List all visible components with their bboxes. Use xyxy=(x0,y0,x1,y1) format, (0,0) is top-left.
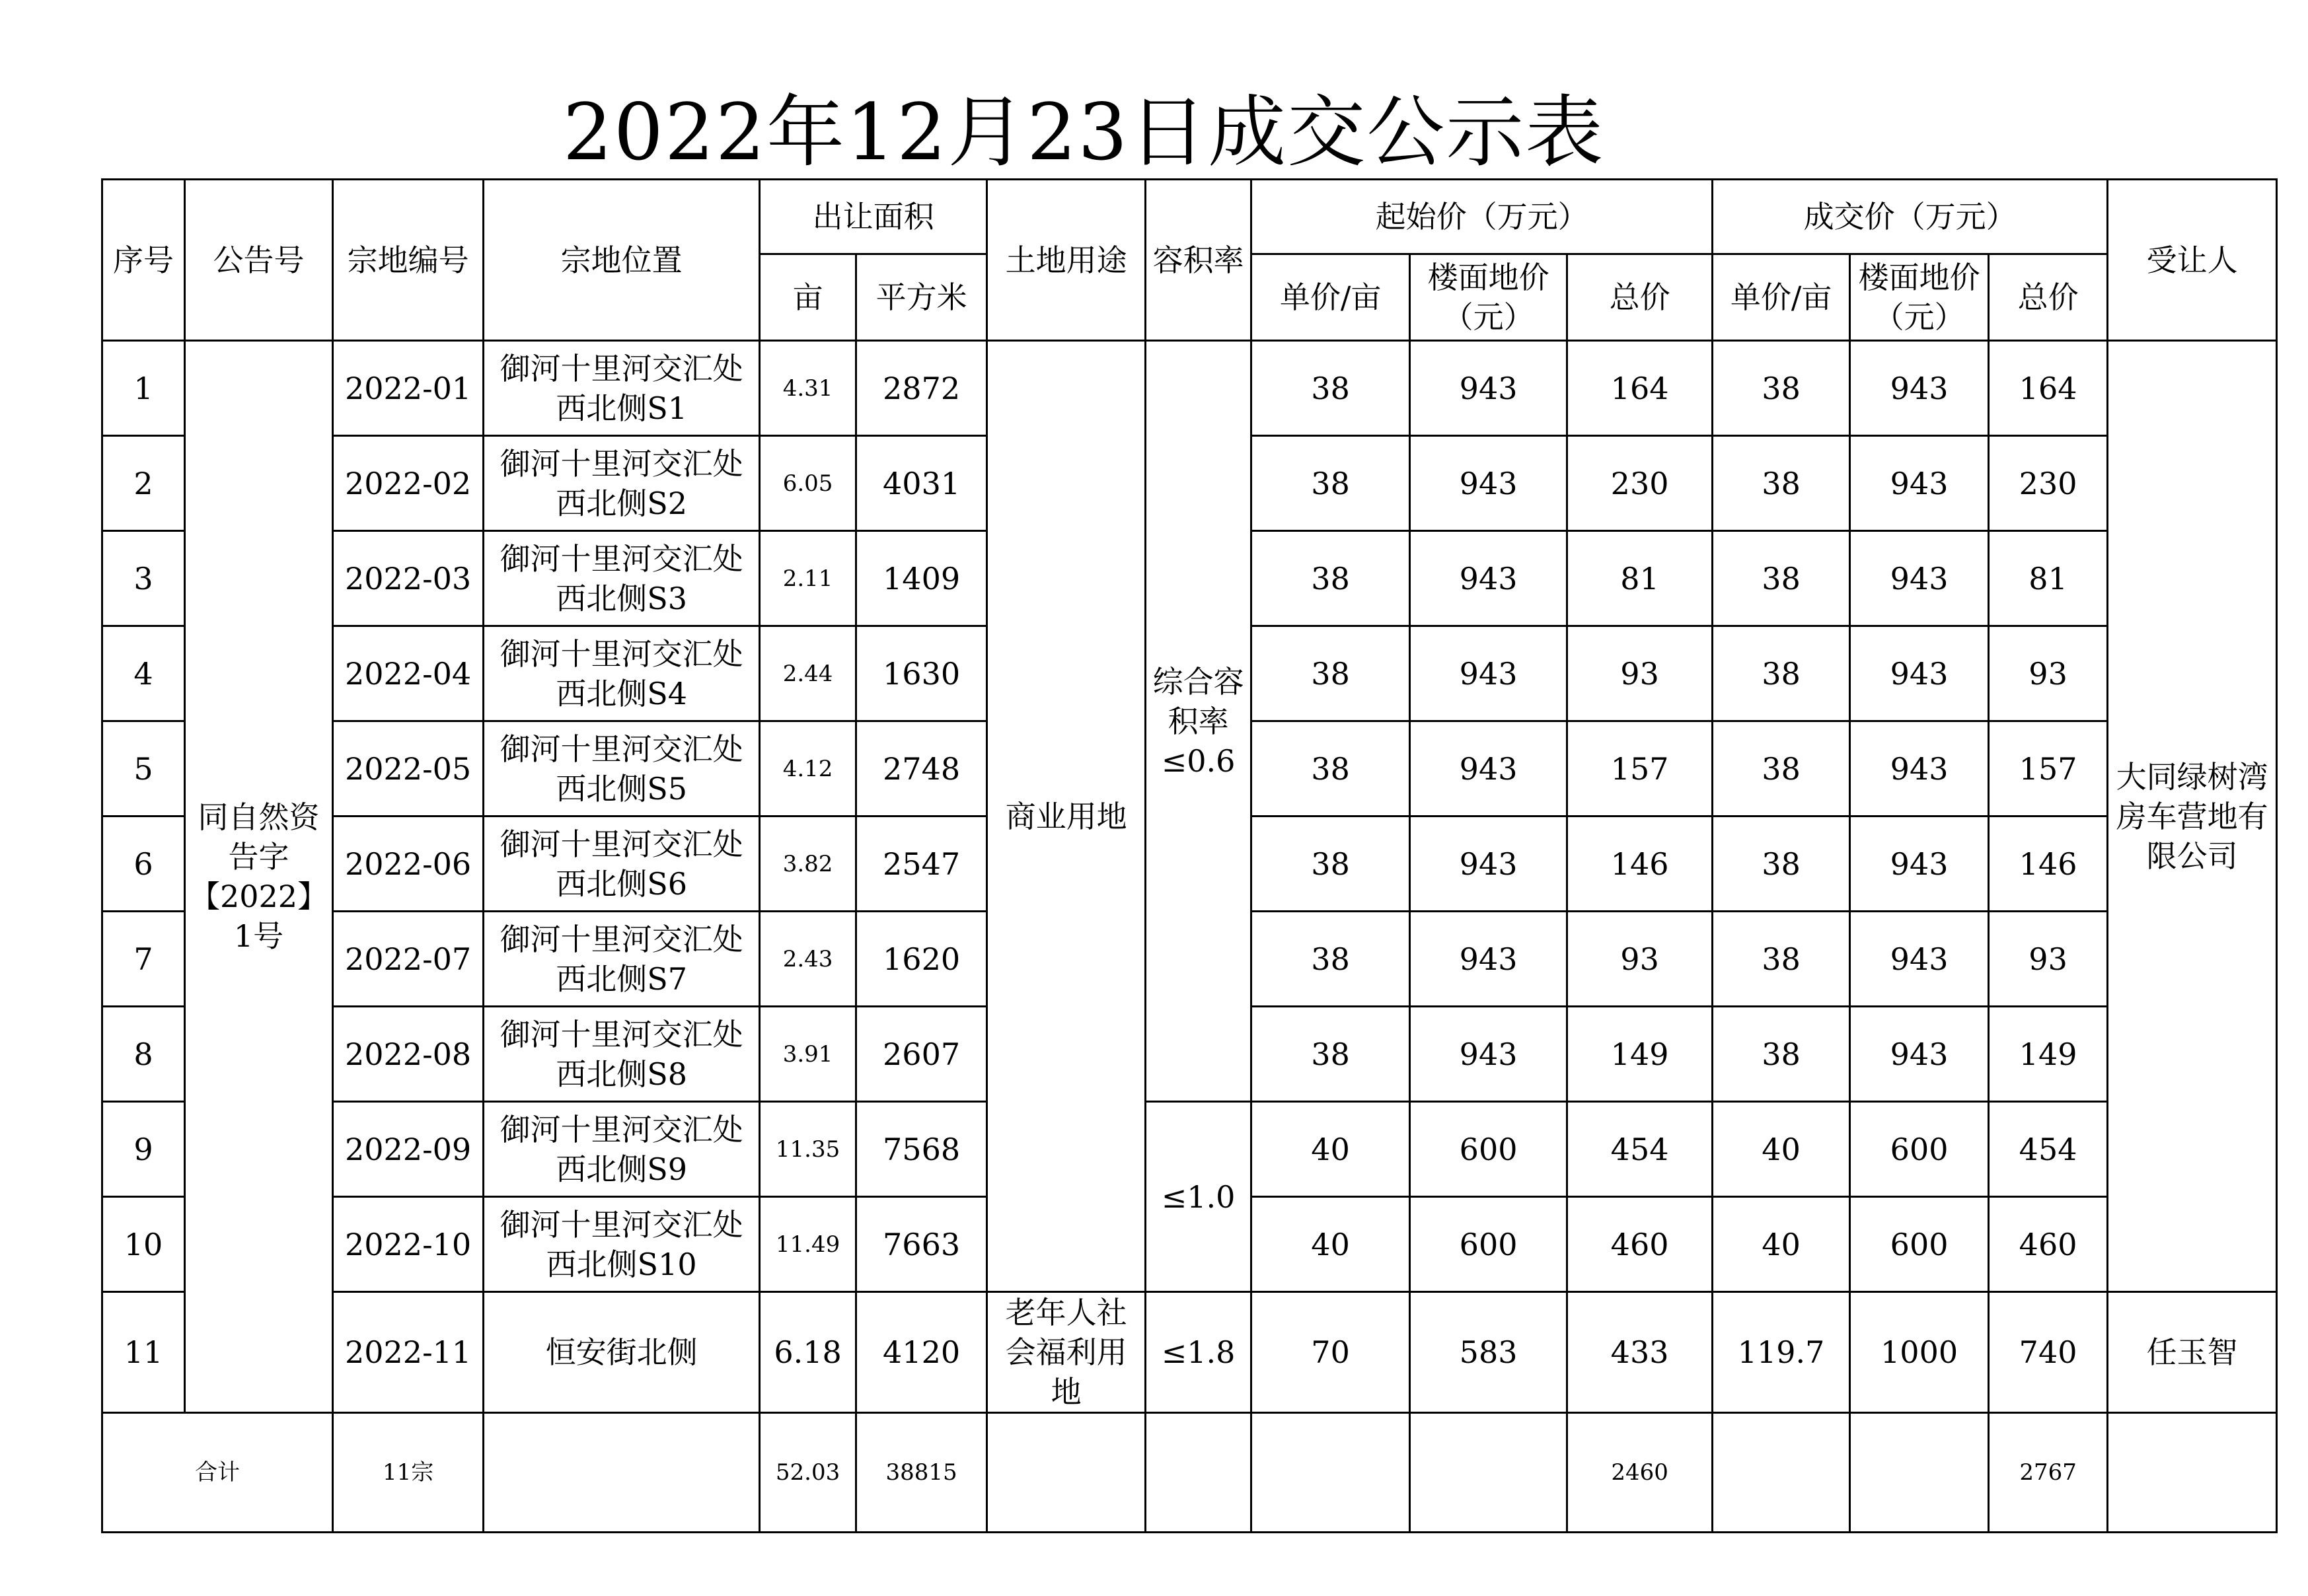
cell-deal-unit: 119.7 xyxy=(1713,1292,1850,1413)
cell-deal-floor: 600 xyxy=(1850,1197,1989,1292)
cell-deal-unit: 40 xyxy=(1713,1197,1850,1292)
header-area: 出让面积 xyxy=(760,180,987,254)
cell-deal-floor: 943 xyxy=(1850,721,1989,816)
cell-location: 恒安街北侧 xyxy=(484,1292,760,1413)
total-empty xyxy=(484,1413,760,1533)
cell-mu: 6.18 xyxy=(760,1292,856,1413)
header-sqm: 平方米 xyxy=(856,254,987,341)
cell-deal-total: 230 xyxy=(1989,436,2108,531)
cell-location: 御河十里河交汇处西北侧S4 xyxy=(484,626,760,721)
cell-start-total: 164 xyxy=(1567,341,1713,436)
cell-seq: 3 xyxy=(102,531,185,626)
cell-buyer: 大同绿树湾房车营地有限公司 xyxy=(2108,341,2277,1292)
cell-code: 2022-07 xyxy=(333,912,484,1007)
cell-deal-unit: 38 xyxy=(1713,436,1850,531)
header-deal-unit: 单价/亩 xyxy=(1713,254,1850,341)
cell-mu: 2.44 xyxy=(760,626,856,721)
cell-deal-total: 81 xyxy=(1989,531,2108,626)
cell-mu: 3.91 xyxy=(760,1007,856,1102)
header-start-total: 总价 xyxy=(1567,254,1713,341)
cell-sqm: 2872 xyxy=(856,341,987,436)
cell-deal-total: 460 xyxy=(1989,1197,2108,1292)
cell-deal-unit: 38 xyxy=(1713,912,1850,1007)
cell-start-unit: 40 xyxy=(1251,1102,1410,1197)
table-row xyxy=(102,1102,2277,1197)
header-deal-floor: 楼面地价（元） xyxy=(1850,254,1989,341)
cell-start-total: 433 xyxy=(1567,1292,1713,1413)
cell-start-total: 460 xyxy=(1567,1197,1713,1292)
header-seq: 序号 xyxy=(102,180,185,341)
total-empty xyxy=(987,1413,1146,1533)
cell-start-floor: 943 xyxy=(1410,436,1567,531)
total-empty xyxy=(1146,1413,1251,1533)
total-empty xyxy=(1410,1413,1567,1533)
cell-start-total: 157 xyxy=(1567,721,1713,816)
header-row-1 xyxy=(102,180,2277,254)
cell-code: 2022-04 xyxy=(333,626,484,721)
cell-start-unit: 38 xyxy=(1251,626,1410,721)
cell-start-floor: 943 xyxy=(1410,816,1567,912)
transaction-table xyxy=(101,178,2278,1533)
cell-start-total: 81 xyxy=(1567,531,1713,626)
cell-start-unit: 38 xyxy=(1251,816,1410,912)
cell-start-unit: 70 xyxy=(1251,1292,1410,1413)
cell-sqm: 1630 xyxy=(856,626,987,721)
cell-sqm: 7663 xyxy=(856,1197,987,1292)
cell-start-total: 93 xyxy=(1567,912,1713,1007)
cell-location: 御河十里河交汇处西北侧S10 xyxy=(484,1197,760,1292)
table-row xyxy=(102,1292,2277,1413)
cell-code: 2022-10 xyxy=(333,1197,484,1292)
cell-seq: 5 xyxy=(102,721,185,816)
cell-deal-total: 93 xyxy=(1989,626,2108,721)
total-empty xyxy=(1251,1413,1410,1533)
cell-start-unit: 38 xyxy=(1251,531,1410,626)
cell-mu: 6.05 xyxy=(760,436,856,531)
cell-location: 御河十里河交汇处西北侧S8 xyxy=(484,1007,760,1102)
cell-start-unit: 40 xyxy=(1251,1197,1410,1292)
total-empty xyxy=(1850,1413,1989,1533)
cell-location: 御河十里河交汇处西北侧S6 xyxy=(484,816,760,912)
cell-start-floor: 583 xyxy=(1410,1292,1567,1413)
cell-location: 御河十里河交汇处西北侧S1 xyxy=(484,341,760,436)
header-far: 容积率 xyxy=(1146,180,1251,341)
cell-land-use-11: 老年人社会福利用地 xyxy=(987,1292,1146,1413)
cell-deal-unit: 38 xyxy=(1713,816,1850,912)
cell-code: 2022-09 xyxy=(333,1102,484,1197)
total-sqm: 38815 xyxy=(856,1413,987,1533)
cell-mu: 3.82 xyxy=(760,816,856,912)
cell-seq: 9 xyxy=(102,1102,185,1197)
total-deal-price: 2767 xyxy=(1989,1413,2108,1533)
cell-code: 2022-02 xyxy=(333,436,484,531)
cell-deal-unit: 38 xyxy=(1713,1007,1850,1102)
header-start-floor: 楼面地价（元） xyxy=(1410,254,1567,341)
cell-land-use: 商业用地 xyxy=(987,341,1146,1292)
cell-seq: 8 xyxy=(102,1007,185,1102)
header-use: 土地用途 xyxy=(987,180,1146,341)
cell-buyer-11: 任玉智 xyxy=(2108,1292,2277,1413)
cell-start-floor: 600 xyxy=(1410,1197,1567,1292)
cell-sqm: 4031 xyxy=(856,436,987,531)
cell-deal-unit: 38 xyxy=(1713,721,1850,816)
total-start-price: 2460 xyxy=(1567,1413,1713,1533)
cell-deal-total: 454 xyxy=(1989,1102,2108,1197)
cell-deal-total: 149 xyxy=(1989,1007,2108,1102)
cell-deal-floor: 943 xyxy=(1850,531,1989,626)
cell-deal-floor: 1000 xyxy=(1850,1292,1989,1413)
header-buyer: 受让人 xyxy=(2108,180,2277,341)
cell-deal-unit: 38 xyxy=(1713,341,1850,436)
cell-far-group-2: ≤1.0 xyxy=(1146,1102,1251,1292)
cell-start-total: 230 xyxy=(1567,436,1713,531)
cell-start-floor: 943 xyxy=(1410,912,1567,1007)
cell-deal-total: 164 xyxy=(1989,341,2108,436)
header-deal-price: 成交价（万元） xyxy=(1713,180,2108,254)
cell-mu: 11.35 xyxy=(760,1102,856,1197)
cell-seq: 1 xyxy=(102,341,185,436)
cell-start-unit: 38 xyxy=(1251,1007,1410,1102)
cell-sqm: 2748 xyxy=(856,721,987,816)
cell-far-11: ≤1.8 xyxy=(1146,1292,1251,1413)
cell-location: 御河十里河交汇处西北侧S5 xyxy=(484,721,760,816)
cell-deal-total: 146 xyxy=(1989,816,2108,912)
cell-start-unit: 38 xyxy=(1251,436,1410,531)
cell-start-floor: 943 xyxy=(1410,341,1567,436)
cell-deal-floor: 943 xyxy=(1850,1007,1989,1102)
cell-sqm: 2607 xyxy=(856,1007,987,1102)
cell-seq: 10 xyxy=(102,1197,185,1292)
header-start-unit: 单价/亩 xyxy=(1251,254,1410,341)
cell-start-floor: 943 xyxy=(1410,721,1567,816)
cell-mu: 4.31 xyxy=(760,341,856,436)
cell-start-unit: 38 xyxy=(1251,341,1410,436)
cell-deal-floor: 943 xyxy=(1850,341,1989,436)
page-title: 2022年12月23日成交公示表 xyxy=(562,87,1605,178)
cell-deal-total: 93 xyxy=(1989,912,2108,1007)
cell-mu: 2.11 xyxy=(760,531,856,626)
cell-deal-floor: 943 xyxy=(1850,436,1989,531)
cell-start-unit: 38 xyxy=(1251,912,1410,1007)
cell-deal-floor: 943 xyxy=(1850,816,1989,912)
cell-sqm: 1409 xyxy=(856,531,987,626)
cell-deal-floor: 600 xyxy=(1850,1102,1989,1197)
total-label: 合计 xyxy=(102,1413,333,1533)
total-empty xyxy=(1713,1413,1850,1533)
cell-start-unit: 38 xyxy=(1251,721,1410,816)
cell-sqm: 2547 xyxy=(856,816,987,912)
header-code: 宗地编号 xyxy=(333,180,484,341)
cell-code: 2022-06 xyxy=(333,816,484,912)
cell-seq: 7 xyxy=(102,912,185,1007)
cell-start-floor: 943 xyxy=(1410,626,1567,721)
cell-deal-unit: 38 xyxy=(1713,626,1850,721)
cell-start-total: 454 xyxy=(1567,1102,1713,1197)
cell-code: 2022-11 xyxy=(333,1292,484,1413)
total-empty xyxy=(2108,1413,2277,1533)
cell-mu: 4.12 xyxy=(760,721,856,816)
cell-deal-floor: 943 xyxy=(1850,912,1989,1007)
cell-deal-total: 740 xyxy=(1989,1292,2108,1413)
cell-location: 御河十里河交汇处西北侧S2 xyxy=(484,436,760,531)
totals-row xyxy=(102,1413,2277,1533)
cell-deal-floor: 943 xyxy=(1850,626,1989,721)
cell-deal-total: 157 xyxy=(1989,721,2108,816)
cell-seq: 2 xyxy=(102,436,185,531)
cell-seq: 11 xyxy=(102,1292,185,1413)
cell-code: 2022-03 xyxy=(333,531,484,626)
cell-deal-unit: 40 xyxy=(1713,1102,1850,1197)
cell-mu: 2.43 xyxy=(760,912,856,1007)
cell-sqm: 1620 xyxy=(856,912,987,1007)
cell-code: 2022-08 xyxy=(333,1007,484,1102)
cell-location: 御河十里河交汇处西北侧S7 xyxy=(484,912,760,1007)
cell-deal-unit: 38 xyxy=(1713,531,1850,626)
cell-location: 御河十里河交汇处西北侧S3 xyxy=(484,531,760,626)
cell-sqm: 7568 xyxy=(856,1102,987,1197)
cell-seq: 4 xyxy=(102,626,185,721)
cell-sqm: 4120 xyxy=(856,1292,987,1413)
cell-start-total: 146 xyxy=(1567,816,1713,912)
table-row xyxy=(102,341,2277,436)
total-mu: 52.03 xyxy=(760,1413,856,1533)
cell-far-group-1: 综合容积率≤0.6 xyxy=(1146,341,1251,1102)
header-location: 宗地位置 xyxy=(484,180,760,341)
cell-notice-no: 同自然资告字【2022】1号 xyxy=(185,341,333,1413)
cell-mu: 11.49 xyxy=(760,1197,856,1292)
cell-start-floor: 600 xyxy=(1410,1102,1567,1197)
total-count: 11宗 xyxy=(333,1413,484,1533)
cell-code: 2022-05 xyxy=(333,721,484,816)
cell-start-total: 93 xyxy=(1567,626,1713,721)
header-start-price: 起始价（万元） xyxy=(1251,180,1713,254)
header-notice: 公告号 xyxy=(185,180,333,341)
header-mu: 亩 xyxy=(760,254,856,341)
cell-start-total: 149 xyxy=(1567,1007,1713,1102)
cell-start-floor: 943 xyxy=(1410,531,1567,626)
cell-code: 2022-01 xyxy=(333,341,484,436)
cell-seq: 6 xyxy=(102,816,185,912)
cell-start-floor: 943 xyxy=(1410,1007,1567,1102)
cell-location: 御河十里河交汇处西北侧S9 xyxy=(484,1102,760,1197)
header-deal-total: 总价 xyxy=(1989,254,2108,341)
